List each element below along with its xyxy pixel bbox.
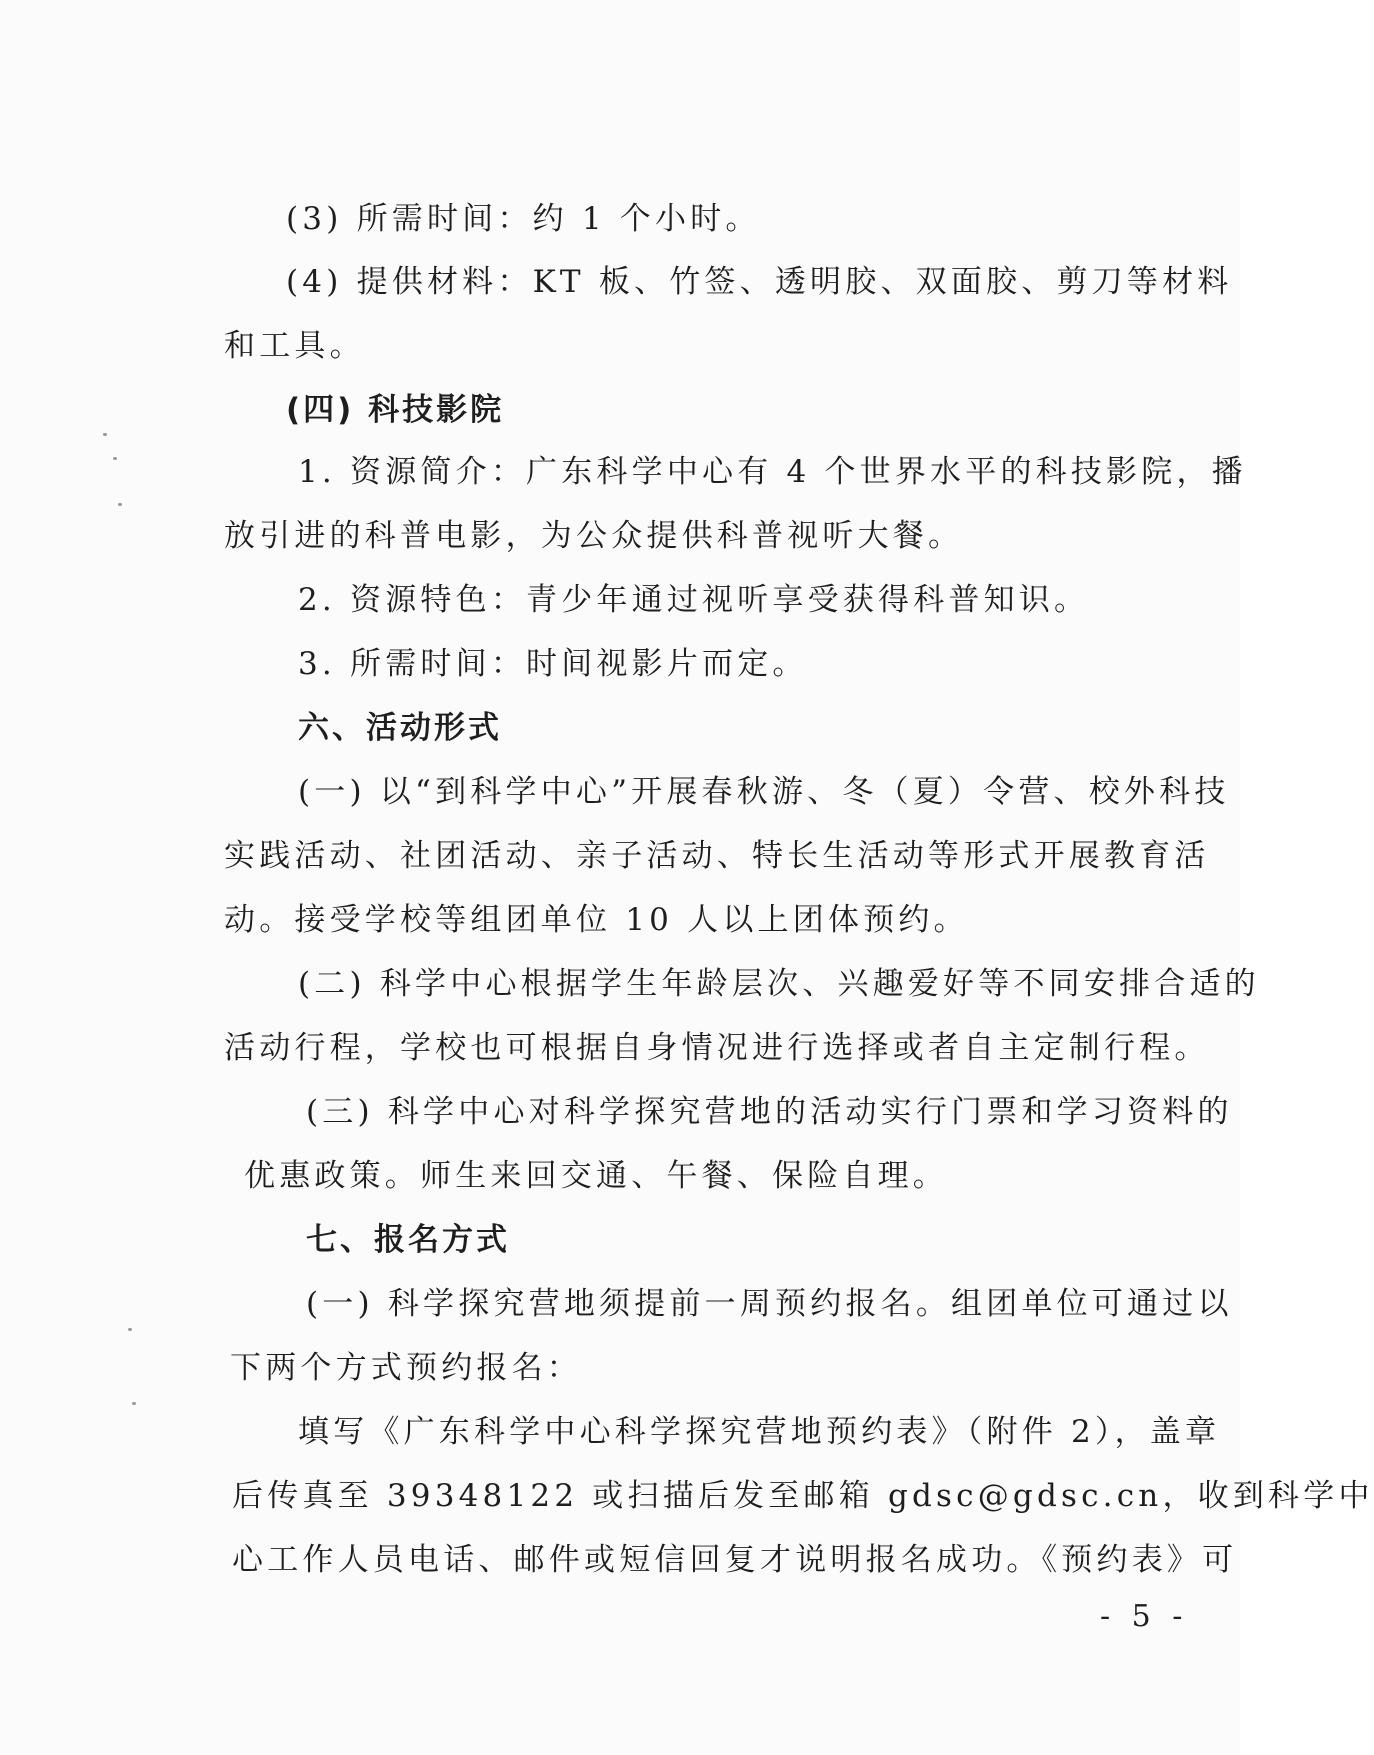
text-line-activity-2: (二) 科学中心根据学生年龄层次、兴趣爱好等不同安排合适的: [298, 966, 1260, 1002]
text-line-cinema-intro: 1. 资源简介：广东科学中心有 4 个世界水平的科技影院，播: [298, 454, 1247, 490]
text-line-activity-3-cont: 优惠政策。师生来回交通、午餐、保险自理。: [244, 1158, 948, 1194]
scan-speck: [103, 433, 107, 436]
text-line-registration-fax: 后传真至 39348122 或扫描后发至邮箱 gdsc@gdsc.cn，收到科学中: [232, 1478, 1374, 1514]
section-heading-registration: 七、报名方式: [306, 1222, 510, 1258]
scan-speck: [132, 1402, 136, 1405]
text-line-activity-3: (三) 科学中心对科学探究营地的活动实行门票和学习资料的: [306, 1094, 1233, 1130]
text-line-cinema-time: 3. 所需时间：时间视影片而定。: [298, 646, 808, 682]
scan-speck: [113, 457, 117, 460]
scan-speck: [118, 503, 122, 506]
text-line-registration-1: (一) 科学探究营地须提前一周预约报名。组团单位可通过以: [306, 1286, 1233, 1322]
text-line-materials-4: (4) 提供材料：KT 板、竹签、透明胶、双面胶、剪刀等材料: [286, 264, 1233, 300]
text-line-materials-cont: 和工具。: [224, 328, 365, 364]
section-heading-activity-format: 六、活动形式: [298, 710, 502, 746]
text-line-activity-1: (一) 以“到科学中心”开展春秋游、冬（夏）令营、校外科技: [298, 774, 1230, 810]
text-line-cinema-intro-cont: 放引进的科普电影，为公众提供科普视听大餐。: [224, 518, 964, 554]
text-line-cinema-feature: 2. 资源特色：青少年通过视听享受获得科普知识。: [298, 582, 1090, 618]
scan-speck: [128, 1328, 132, 1331]
text-line-registration-1-cont: 下两个方式预约报名：: [230, 1350, 582, 1386]
page-number: - 5 -: [1100, 1599, 1189, 1634]
text-line-activity-1-cont: 实践活动、社团活动、亲子活动、特长生活动等形式开展教育活: [224, 838, 1210, 874]
subheading-science-cinema: (四) 科技影院: [286, 392, 505, 428]
text-line-time-3: (3) 所需时间：约 1 个小时。: [286, 201, 761, 237]
text-line-activity-2-cont: 活动行程，学校也可根据自身情况进行选择或者自主定制行程。: [224, 1030, 1210, 1066]
text-line-registration-form: 填写《广东科学中心科学探究营地预约表》（附件 2），盖章: [298, 1414, 1221, 1450]
text-line-activity-1-end: 动。接受学校等组团单位 10 人以上团体预约。: [224, 902, 969, 938]
text-line-registration-confirm: 心工作人员电话、邮件或短信回复才说明报名成功。《预约表》可: [232, 1542, 1238, 1578]
